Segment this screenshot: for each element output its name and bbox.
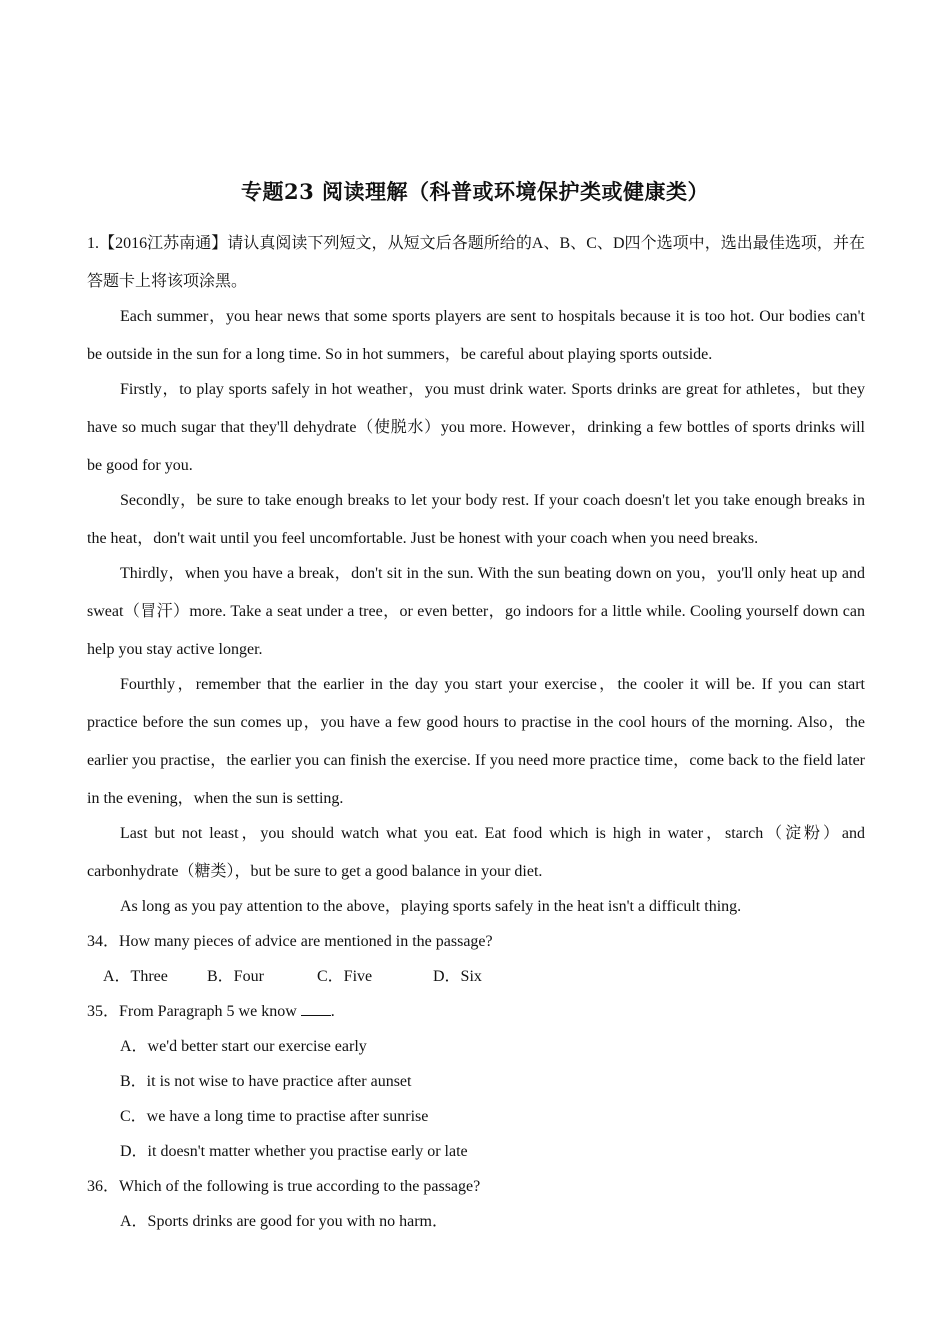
paragraph-7: As long as you pay attention to the above，playing sports safely in the heat isn't a difficult thing. [120, 898, 742, 915]
question-34-options [87, 958, 865, 996]
paragraph-5: Fourthly，remember that the earlier in the day you start your exercise，the cooler it will be. If you can start practice before the sun comes up，you have a few good hours to practise in the cool hours of the morning. Also，the earlier you practise，the earlier you can finish the exercise. If you need more practice time，come back to the field later in the evening，when the sun is setting. [87, 676, 866, 807]
paragraph-1: Each summer，you hear news that some sports players are sent to hospitals because it is too hot. Our bodies can't be outside in the sun for a long time. So in hot summers，be careful about playing sports outside. [87, 308, 865, 363]
paragraph-3: Secondly，be sure to take enough breaks to let your body rest. If your coach doesn't let you take enough breaks in the heat，don't wait until you feel uncomfortable. Just be honest with your coach when you need breaks. [87, 492, 865, 547]
paragraph-6: Last but not least，you should watch what you eat. Eat food which is high in water，starch（淀粉）and carbonhydrate（糖类），but be sure to get a good balance in your diet. [87, 825, 865, 880]
question-35-end: . [330, 1003, 335, 1020]
answer-blank [301, 1001, 331, 1016]
option-a: A．Sports drinks are good for you with no harm． [120, 1213, 448, 1230]
option-d: D．it doesn't matter whether you practise early or late [120, 1143, 468, 1160]
article-content [87, 225, 865, 1241]
question-34-stem: 34．How many pieces of advice are mentioned in the passage? [87, 933, 493, 950]
option-c: C．we have a long time to practise after sunrise [120, 1108, 429, 1125]
instructions: 1.【2016江苏南通】请认真阅读下列短文，从短文后各题所给的A、B、C、D四个选项中，选出最佳选项，并在答题卡上将该项涂黑。 [87, 235, 865, 290]
option-b: B．Four [207, 968, 264, 985]
page-title: 专题23 阅读理解（科普或环境保护类或健康类） [240, 179, 710, 204]
paragraph-4: Thirdly，when you have a break，don't sit in the sun. With the sun beating down on you，you'll only heat up and sweat（冒汗）more. Take a seat under a tree，or even better，go indoors for a little while. Cooling yourself down can help you stay active longer. [87, 565, 865, 658]
question-35-text: 35．From Paragraph 5 we know [87, 1003, 301, 1020]
option-c: C．Five [317, 968, 373, 985]
question-36-stem: 36．Which of the following is true according to the passage? [87, 1178, 481, 1195]
option-a: A．Three [103, 968, 168, 985]
paragraph-2: Firstly，to play sports safely in hot weather，you must drink water. Sports drinks are great for athletes，but they have so much sugar that they'll dehydrate（使脱水）you more. However，drinking a few bottles of sports drinks will be good for you. [87, 381, 865, 474]
question-35-stem [87, 993, 865, 1031]
option-d: D．Six [433, 968, 482, 985]
option-b: B．it is not wise to have practice after aunset [120, 1073, 412, 1090]
option-a: A．we'd better start our exercise early [120, 1038, 367, 1055]
